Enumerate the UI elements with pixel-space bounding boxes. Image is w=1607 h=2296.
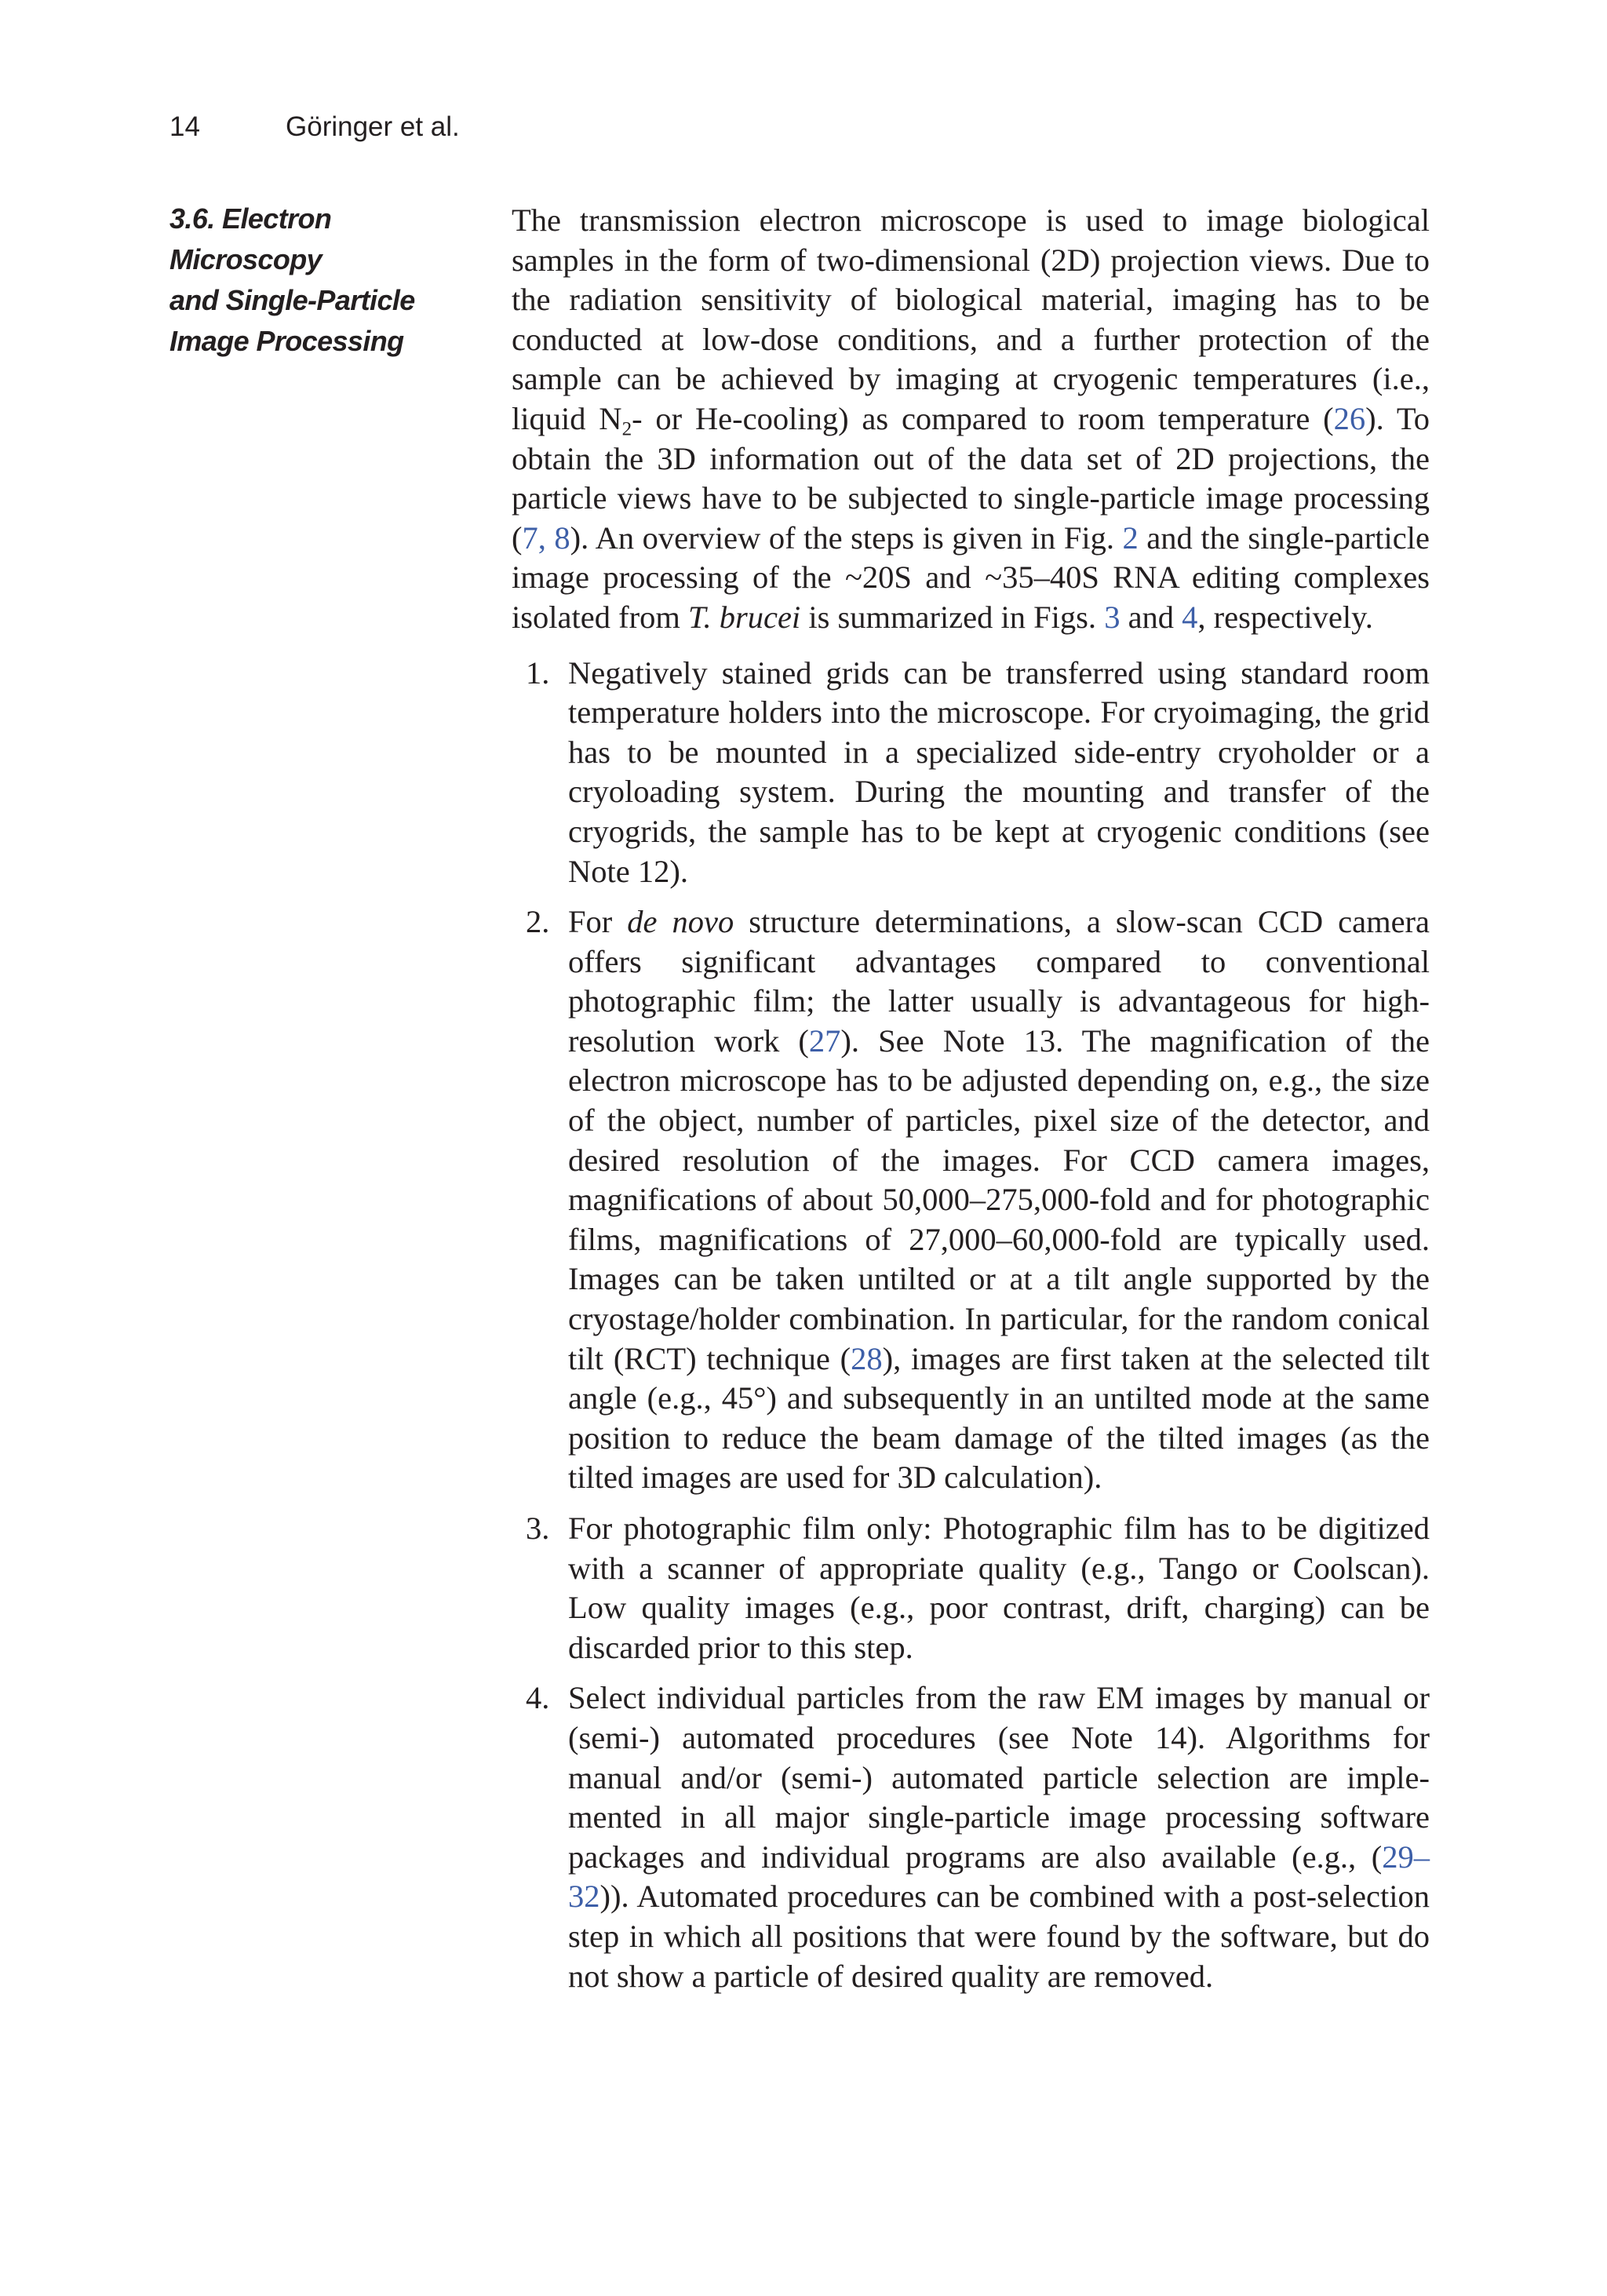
running-head-authors: Göringer et al. <box>286 111 460 142</box>
section-body <box>512 201 1430 2007</box>
step-text: For photographic film only: Photographic film has to be digitized with a scanner of appropriate quality (e.g., Tango or Coolscan). Low quality images (e.g., poor contrast, drift, charging) can be discarded prior to this step. <box>568 1511 1430 1665</box>
section-heading-line: Microscopy <box>169 243 322 275</box>
species-name: T. brucei <box>687 599 801 635</box>
step-2: 2. For de novo structure determinations, a slow-scan CCD camera offers significant advantages compared to conventional photographic film; the latter usually is advantageous for high-resolution work (27). See Note 13. The magnification of the electron microscope has to be adjusted depending on, e.g., the size of the object, number of particles, pixel size of the detector, and desired resolution of the images. For CCD camera images, magnifications of about 50,000–275,000-fold and for photographic films, magnifications of 27,000–60,000-fold are typically used. Images can be taken untilted or at a tilt angle supported by the cryostage/holder combination. In particular, for the random conical tilt (RCT) technique (28), images are first taken at the selected tilt angle (e.g., 45°) and subsequently in an untilted mode at the same position to reduce the beam damage of the tilted images (as the tilted images are used for 3D calculation). <box>526 904 1430 1496</box>
page-number: 14 <box>169 111 200 142</box>
running-head <box>169 110 460 144</box>
reference-link-26[interactable]: 26 <box>1333 400 1366 436</box>
step-3 <box>512 1509 1430 1667</box>
reference-link-29-32[interactable]: 29–32 <box>568 1839 1430 1915</box>
subscript-2: 2 <box>621 418 632 440</box>
reference-link-7-8[interactable]: 7, 8 <box>522 519 570 556</box>
section-heading-line: and Single-Particle <box>169 284 415 316</box>
step-number: 1. <box>526 654 550 691</box>
intro-paragraph: The transmission electron microscope is used to image biological samples in the form of two-dimensional (2D) projection views. Due to the radiation sensitivity of biological material, imaging has to be conducted at low-dose conditions, and a further protection of the sample can be achieved by imaging at cryogenic temperatures (i.e., liquid $N_2-$ or He-cooling) as compared to room temperature (26). To obtain the 3D information out of the data set of 2D projections, the particle views have to be subjected to single-particle image processing (7, 8). An overview of the steps is given in Fig. 2 and the single-particle image processing of the ~20S and ~35–40S RNA editing complexes isolated from T. brucei is summarized in Figs. 3 and 4, respectively. <box>512 202 1430 635</box>
figure-link-3[interactable]: 3 <box>1104 599 1121 635</box>
step-number: 3. <box>526 1511 550 1546</box>
figure-link-2[interactable]: 2 <box>1122 519 1139 556</box>
section-heading <box>169 199 436 362</box>
section-heading-line: Image Processing <box>169 325 404 357</box>
procedure-steps <box>512 654 1430 1997</box>
figure-link-4[interactable]: 4 <box>1182 599 1198 635</box>
step-number: 2. <box>526 904 550 940</box>
step-1 <box>512 654 1430 892</box>
latin-term: de novo <box>627 904 734 940</box>
reference-link-27[interactable]: 27 <box>808 1022 841 1059</box>
step-4: 4. Select individual particles from the raw EM images by manual or (semi-) automated procedures (see Note 14). Algorithms for manual and/or (semi-) automated particle selection are implemented in all major single-particle image processing software packages and individual programs are also available (e.g., (29–32)). Automated procedures can be combined with a post-selection step in which all positions that were found by the software, but do not show a particle of desired quality are removed. <box>526 1680 1430 1994</box>
section-heading-line: 3.6. Electron <box>169 202 332 235</box>
reference-link-28[interactable]: 28 <box>851 1340 883 1376</box>
step-text: Negatively stained grids can be transferred using standard room temperature holders into the microscope. For cryoimaging, the grid has to be mounted in a specialized side-entry cryoholder or a cryoloading system. During the mounting and transfer of the cryogrids, the sample has to be kept at cryogenic conditions (see Note 12). <box>568 654 1430 889</box>
step-number: 4. <box>526 1680 550 1716</box>
